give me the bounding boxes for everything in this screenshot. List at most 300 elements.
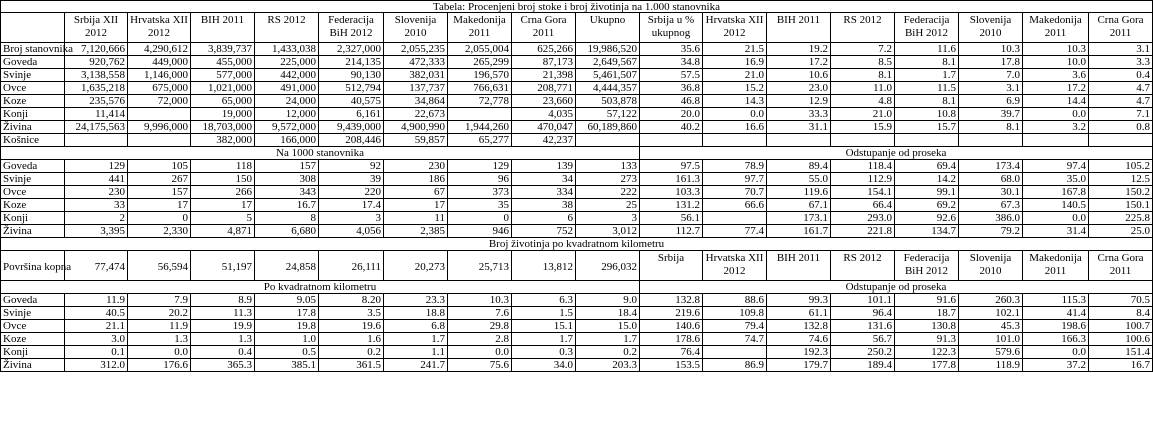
table-cell[interactable]: 2,649,567 [576,56,640,69]
table-cell[interactable]: 20.0 [640,108,703,121]
table-cell[interactable]: 88.6 [703,294,767,307]
table-cell[interactable]: 3.2 [1023,121,1089,134]
table-cell[interactable]: 8.1 [959,121,1023,134]
table-cell[interactable]: 38 [512,199,576,212]
table-cell[interactable]: 15.0 [576,320,640,333]
table-cell[interactable]: 296,032 [576,251,640,281]
table-cell[interactable] [895,134,959,147]
table-cell[interactable]: 122.3 [895,346,959,359]
table-cell[interactable]: 19.6 [319,320,384,333]
table-cell[interactable]: 20.2 [128,307,191,320]
table-cell[interactable]: 4.8 [831,95,895,108]
table-cell[interactable]: 87,173 [512,56,576,69]
table-cell[interactable]: 203.3 [576,359,640,372]
table-cell[interactable]: 8 [255,212,319,225]
table-cell[interactable]: 1.7 [384,333,448,346]
table-cell[interactable] [1023,134,1089,147]
table-cell[interactable]: 150.2 [1089,186,1153,199]
section-subheader[interactable]: Po kvadratnom kilometru [0,281,640,294]
table-cell[interactable]: 2,327,000 [319,43,384,56]
row-label[interactable]: Ovce [0,82,65,95]
table-cell[interactable]: 0 [448,212,512,225]
table-cell[interactable]: 8.5 [831,56,895,69]
table-cell[interactable]: 15.2 [703,82,767,95]
table-cell[interactable]: 15.9 [831,121,895,134]
table-cell[interactable]: 4.7 [1089,95,1153,108]
table-cell[interactable]: 220 [319,186,384,199]
table-cell[interactable]: 109.8 [703,307,767,320]
table-cell[interactable]: 449,000 [128,56,191,69]
table-cell[interactable]: 3.0 [65,333,128,346]
table-cell[interactable]: 361.5 [319,359,384,372]
table-cell[interactable]: 69.4 [895,160,959,173]
table-cell[interactable]: 1,021,000 [191,82,255,95]
table-cell[interactable]: 77,474 [65,251,128,281]
table-cell[interactable]: 14.4 [1023,95,1089,108]
table-cell[interactable]: 68.0 [959,173,1023,186]
table-cell[interactable]: 2,385 [384,225,448,238]
table-cell[interactable]: 132.8 [767,320,831,333]
table-cell[interactable]: 131.6 [831,320,895,333]
table-cell[interactable]: 20,273 [384,251,448,281]
row-label[interactable]: Broj stanovnika [0,43,65,56]
table-cell[interactable]: 90,130 [319,69,384,82]
table-cell[interactable]: 70.7 [703,186,767,199]
row-label[interactable]: Konji [0,212,65,225]
row-label[interactable]: Koze [0,199,65,212]
table-cell[interactable]: 7.2 [831,43,895,56]
table-cell[interactable]: 192.3 [767,346,831,359]
table-cell[interactable]: 1.1 [384,346,448,359]
column-header[interactable]: Hrvatska XII 2012 [703,13,767,43]
table-cell[interactable]: 0.0 [448,346,512,359]
table-cell[interactable]: 6.9 [959,95,1023,108]
column-header[interactable]: RS 2012 [831,251,895,281]
table-cell[interactable]: 78.9 [703,160,767,173]
row-label[interactable]: Svinje [0,69,65,82]
table-cell[interactable]: 46.8 [640,95,703,108]
table-cell[interactable]: 150.1 [1089,199,1153,212]
column-header[interactable] [0,13,65,43]
column-header[interactable]: Slovenija 2010 [384,13,448,43]
table-cell[interactable]: 5,461,507 [576,69,640,82]
table-cell[interactable]: 11.9 [65,294,128,307]
table-cell[interactable]: 151.4 [1089,346,1153,359]
table-cell[interactable]: 4.7 [1089,82,1153,95]
section-subheader[interactable]: Odstupanje od proseka [640,281,1153,294]
row-label[interactable]: Ovce [0,186,65,199]
table-cell[interactable]: 67.1 [767,199,831,212]
table-cell[interactable] [703,212,767,225]
table-cell[interactable]: 293.0 [831,212,895,225]
table-cell[interactable]: 208,446 [319,134,384,147]
table-cell[interactable]: 33 [65,199,128,212]
row-label[interactable]: Živina [0,225,65,238]
table-cell[interactable]: 3.5 [319,307,384,320]
table-cell[interactable]: 31.4 [1023,225,1089,238]
column-header[interactable]: BIH 2011 [191,13,255,43]
table-cell[interactable]: 176.6 [128,359,191,372]
table-cell[interactable]: 134.7 [895,225,959,238]
table-cell[interactable]: 2,055,004 [448,43,512,56]
table-cell[interactable]: 14.2 [895,173,959,186]
table-cell[interactable] [448,108,512,121]
table-cell[interactable]: 79.2 [959,225,1023,238]
table-cell[interactable]: 132.8 [640,294,703,307]
table-cell[interactable]: 102.1 [959,307,1023,320]
table-cell[interactable]: 97.4 [1023,160,1089,173]
table-cell[interactable]: 23,660 [512,95,576,108]
table-cell[interactable]: 34 [512,173,576,186]
table-cell[interactable]: 241.7 [384,359,448,372]
table-cell[interactable]: 75.6 [448,359,512,372]
table-cell[interactable]: 21.5 [703,43,767,56]
table-cell[interactable]: 37.2 [1023,359,1089,372]
table-cell[interactable]: 91.3 [895,333,959,346]
table-cell[interactable]: 105.2 [1089,160,1153,173]
table-cell[interactable]: 503,878 [576,95,640,108]
column-header[interactable]: RS 2012 [831,13,895,43]
row-label[interactable]: Koze [0,95,65,108]
table-cell[interactable]: 14.3 [703,95,767,108]
table-cell[interactable]: 137,737 [384,82,448,95]
row-label[interactable]: Površina kopna [0,251,65,281]
section-subheader[interactable]: Na 1000 stanovnika [0,147,640,160]
table-cell[interactable]: 24,858 [255,251,319,281]
table-cell[interactable]: 0 [128,212,191,225]
table-cell[interactable]: 225,000 [255,56,319,69]
table-cell[interactable]: 179.7 [767,359,831,372]
table-cell[interactable]: 10.8 [895,108,959,121]
row-label[interactable]: Goveda [0,160,65,173]
table-cell[interactable]: 3 [576,212,640,225]
table-cell[interactable]: 230 [384,160,448,173]
table-cell[interactable]: 18.8 [384,307,448,320]
table-cell[interactable] [128,134,191,147]
table-cell[interactable]: 40,575 [319,95,384,108]
table-cell[interactable]: 166.3 [1023,333,1089,346]
row-label[interactable]: Goveda [0,56,65,69]
table-cell[interactable]: 74.6 [767,333,831,346]
table-cell[interactable]: 24,000 [255,95,319,108]
table-cell[interactable]: 1,635,218 [65,82,128,95]
table-cell[interactable]: 13,812 [512,251,576,281]
table-cell[interactable]: 101.1 [831,294,895,307]
table-cell[interactable]: 5 [191,212,255,225]
table-cell[interactable]: 1.0 [255,333,319,346]
column-header[interactable]: BIH 2011 [767,251,831,281]
table-cell[interactable]: 99.1 [895,186,959,199]
table-cell[interactable] [767,134,831,147]
table-cell[interactable]: 441 [65,173,128,186]
table-cell[interactable]: 10.3 [1023,43,1089,56]
table-cell[interactable]: 79.4 [703,320,767,333]
table-cell[interactable]: 196,570 [448,69,512,82]
table-cell[interactable]: 40.2 [640,121,703,134]
table-cell[interactable]: 0.0 [128,346,191,359]
table-cell[interactable]: 2,055,235 [384,43,448,56]
table-cell[interactable]: 56.1 [640,212,703,225]
table-cell[interactable]: 7,120,666 [65,43,128,56]
table-cell[interactable]: 129 [448,160,512,173]
table-cell[interactable]: 140.6 [640,320,703,333]
table-cell[interactable]: 1,146,000 [128,69,191,82]
table-cell[interactable]: 140.5 [1023,199,1089,212]
table-cell[interactable]: 385.1 [255,359,319,372]
table-cell[interactable] [65,134,128,147]
column-header[interactable]: BIH 2011 [767,13,831,43]
table-cell[interactable] [576,134,640,147]
table-cell[interactable]: 214,135 [319,56,384,69]
table-cell[interactable]: 7.9 [128,294,191,307]
column-header[interactable]: Federacija BiH 2012 [319,13,384,43]
table-cell[interactable]: 1,944,260 [448,121,512,134]
table-cell[interactable]: 161.3 [640,173,703,186]
table-cell[interactable]: 112.9 [831,173,895,186]
table-cell[interactable]: 9.05 [255,294,319,307]
table-cell[interactable]: 3,839,737 [191,43,255,56]
table-cell[interactable]: 17.2 [1023,82,1089,95]
table-cell[interactable]: 225.8 [1089,212,1153,225]
table-cell[interactable]: 0.4 [191,346,255,359]
table-cell[interactable]: 67.3 [959,199,1023,212]
row-label[interactable]: Svinje [0,307,65,320]
table-cell[interactable]: 267 [128,173,191,186]
column-header[interactable]: Federacija BiH 2012 [895,13,959,43]
table-cell[interactable]: 0.8 [1089,121,1153,134]
table-cell[interactable]: 77.4 [703,225,767,238]
table-cell[interactable]: 35.6 [640,43,703,56]
table-cell[interactable]: 161.7 [767,225,831,238]
table-cell[interactable]: 2,330 [128,225,191,238]
table-cell[interactable]: 30.1 [959,186,1023,199]
table-cell[interactable]: 92.6 [895,212,959,225]
table-cell[interactable]: 2 [65,212,128,225]
table-cell[interactable]: 6.3 [512,294,576,307]
table-cell[interactable]: 1,433,038 [255,43,319,56]
table-cell[interactable]: 29.8 [448,320,512,333]
table-cell[interactable]: 112.7 [640,225,703,238]
table-cell[interactable]: 129 [65,160,128,173]
column-header[interactable]: Federacija BiH 2012 [895,251,959,281]
table-cell[interactable] [703,346,767,359]
table-cell[interactable]: 8.1 [895,95,959,108]
table-cell[interactable]: 150 [191,173,255,186]
table-cell[interactable]: 8.1 [831,69,895,82]
table-cell[interactable]: 56.7 [831,333,895,346]
column-header[interactable]: Makedonija 2011 [1023,13,1089,43]
table-cell[interactable]: 11.5 [895,82,959,95]
table-cell[interactable]: 15.7 [895,121,959,134]
table-cell[interactable]: 65,000 [191,95,255,108]
table-cell[interactable]: 17.8 [255,307,319,320]
table-cell[interactable]: 25 [576,199,640,212]
table-cell[interactable] [959,134,1023,147]
table-cell[interactable]: 17.8 [959,56,1023,69]
table-cell[interactable]: 65,277 [448,134,512,147]
table-cell[interactable]: 766,631 [448,82,512,95]
table-cell[interactable]: 57.5 [640,69,703,82]
table-cell[interactable]: 59,857 [384,134,448,147]
table-cell[interactable]: 4,056 [319,225,384,238]
table-cell[interactable]: 34,864 [384,95,448,108]
table-cell[interactable]: 11.6 [895,43,959,56]
table-cell[interactable]: 173.4 [959,160,1023,173]
table-cell[interactable]: 100.6 [1089,333,1153,346]
table-cell[interactable]: 19.8 [255,320,319,333]
table-cell[interactable]: 76.4 [640,346,703,359]
table-cell[interactable]: 60,189,860 [576,121,640,134]
table-cell[interactable]: 9,996,000 [128,121,191,134]
table-cell[interactable]: 0.1 [65,346,128,359]
table-cell[interactable]: 0.5 [255,346,319,359]
table-cell[interactable]: 11 [384,212,448,225]
table-cell[interactable]: 74.7 [703,333,767,346]
table-cell[interactable]: 0.4 [1089,69,1153,82]
table-cell[interactable]: 99.3 [767,294,831,307]
column-header[interactable]: RS 2012 [255,13,319,43]
table-cell[interactable]: 16.7 [255,199,319,212]
column-header[interactable]: Srbija [640,251,703,281]
table-cell[interactable]: 19.2 [767,43,831,56]
table-cell[interactable]: 3,012 [576,225,640,238]
table-cell[interactable]: 8.1 [895,56,959,69]
column-header[interactable]: Slovenija 2010 [959,251,1023,281]
table-cell[interactable]: 10.0 [1023,56,1089,69]
table-cell[interactable]: 260.3 [959,294,1023,307]
table-cell[interactable]: 4,035 [512,108,576,121]
column-header[interactable]: Makedonija 2011 [1023,251,1089,281]
table-cell[interactable]: 22,673 [384,108,448,121]
table-cell[interactable]: 45.3 [959,320,1023,333]
table-cell[interactable]: 100.7 [1089,320,1153,333]
table-cell[interactable]: 221.8 [831,225,895,238]
table-cell[interactable]: 57,122 [576,108,640,121]
table-cell[interactable]: 39.7 [959,108,1023,121]
table-cell[interactable]: 173.1 [767,212,831,225]
table-cell[interactable]: 34.8 [640,56,703,69]
table-cell[interactable]: 442,000 [255,69,319,82]
table-cell[interactable]: 157 [255,160,319,173]
section-title[interactable]: Broj životinja po kvadratnom kilometru [0,238,1153,251]
table-cell[interactable]: 3.3 [1089,56,1153,69]
table-cell[interactable]: 343 [255,186,319,199]
table-cell[interactable]: 18.7 [895,307,959,320]
table-cell[interactable]: 21.0 [703,69,767,82]
table-cell[interactable]: 103.3 [640,186,703,199]
table-cell[interactable]: 312.0 [65,359,128,372]
table-cell[interactable]: 9.0 [576,294,640,307]
table-cell[interactable]: 89.4 [767,160,831,173]
table-cell[interactable]: 3,395 [65,225,128,238]
table-cell[interactable]: 17 [384,199,448,212]
table-cell[interactable]: 3.1 [1089,43,1153,56]
table-cell[interactable]: 12,000 [255,108,319,121]
table-cell[interactable]: 17 [191,199,255,212]
table-cell[interactable]: 36.8 [640,82,703,95]
table-cell[interactable]: 34.0 [512,359,576,372]
table-cell[interactable]: 230 [65,186,128,199]
section-subheader[interactable]: Odstupanje od proseka [640,147,1153,160]
table-cell[interactable]: 41.4 [1023,307,1089,320]
table-cell[interactable]: 154.1 [831,186,895,199]
table-cell[interactable]: 470,047 [512,121,576,134]
table-cell[interactable]: 17.2 [767,56,831,69]
row-label[interactable]: Živina [0,121,65,134]
table-cell[interactable]: 222 [576,186,640,199]
table-cell[interactable]: 131.2 [640,199,703,212]
table-cell[interactable] [1089,134,1153,147]
table-cell[interactable]: 946 [448,225,512,238]
table-cell[interactable]: 97.7 [703,173,767,186]
table-cell[interactable]: 157 [128,186,191,199]
table-cell[interactable]: 9,439,000 [319,121,384,134]
table-cell[interactable]: 365.3 [191,359,255,372]
table-cell[interactable]: 10.3 [959,43,1023,56]
table-cell[interactable]: 8.20 [319,294,384,307]
table-cell[interactable]: 40.5 [65,307,128,320]
table-cell[interactable]: 21,398 [512,69,576,82]
table-cell[interactable]: 3.1 [959,82,1023,95]
table-cell[interactable]: 4,444,357 [576,82,640,95]
table-cell[interactable]: 373 [448,186,512,199]
table-cell[interactable]: 189.4 [831,359,895,372]
table-cell[interactable]: 72,778 [448,95,512,108]
table-cell[interactable]: 19,000 [191,108,255,121]
row-label[interactable]: Svinje [0,173,65,186]
table-cell[interactable]: 0.0 [1023,212,1089,225]
table-cell[interactable]: 118.9 [959,359,1023,372]
table-cell[interactable]: 0.2 [319,346,384,359]
table-cell[interactable]: 31.1 [767,121,831,134]
table-cell[interactable]: 4,290,612 [128,43,191,56]
table-cell[interactable]: 21.1 [65,320,128,333]
table-cell[interactable]: 21.0 [831,108,895,121]
row-label[interactable]: Ovce [0,320,65,333]
table-cell[interactable]: 382,000 [191,134,255,147]
column-header[interactable]: Makedonija 2011 [448,13,512,43]
table-cell[interactable]: 6,680 [255,225,319,238]
table-cell[interactable]: 0.0 [1023,108,1089,121]
table-cell[interactable]: 18.4 [576,307,640,320]
table-cell[interactable]: 178.6 [640,333,703,346]
table-cell[interactable]: 25,713 [448,251,512,281]
table-cell[interactable]: 250.2 [831,346,895,359]
table-cell[interactable]: 1.7 [512,333,576,346]
table-cell[interactable]: 26,111 [319,251,384,281]
table-cell[interactable]: 512,794 [319,82,384,95]
table-cell[interactable]: 577,000 [191,69,255,82]
table-cell[interactable]: 69.2 [895,199,959,212]
table-cell[interactable]: 97.5 [640,160,703,173]
table-cell[interactable]: 11,414 [65,108,128,121]
table-cell[interactable]: 11.0 [831,82,895,95]
column-header[interactable]: Crna Gora 2011 [1089,13,1153,43]
table-cell[interactable] [831,134,895,147]
table-cell[interactable]: 1.5 [512,307,576,320]
table-cell[interactable]: 186 [384,173,448,186]
table-cell[interactable]: 7.1 [1089,108,1153,121]
row-label[interactable]: Koze [0,333,65,346]
row-label[interactable]: Košnice [0,134,65,147]
table-cell[interactable]: 920,762 [65,56,128,69]
table-cell[interactable]: 6,161 [319,108,384,121]
table-cell[interactable]: 10.6 [767,69,831,82]
table-cell[interactable]: 96 [448,173,512,186]
table-cell[interactable]: 67 [384,186,448,199]
table-cell[interactable]: 51,197 [191,251,255,281]
column-header[interactable]: Crna Gora 2011 [1089,251,1153,281]
